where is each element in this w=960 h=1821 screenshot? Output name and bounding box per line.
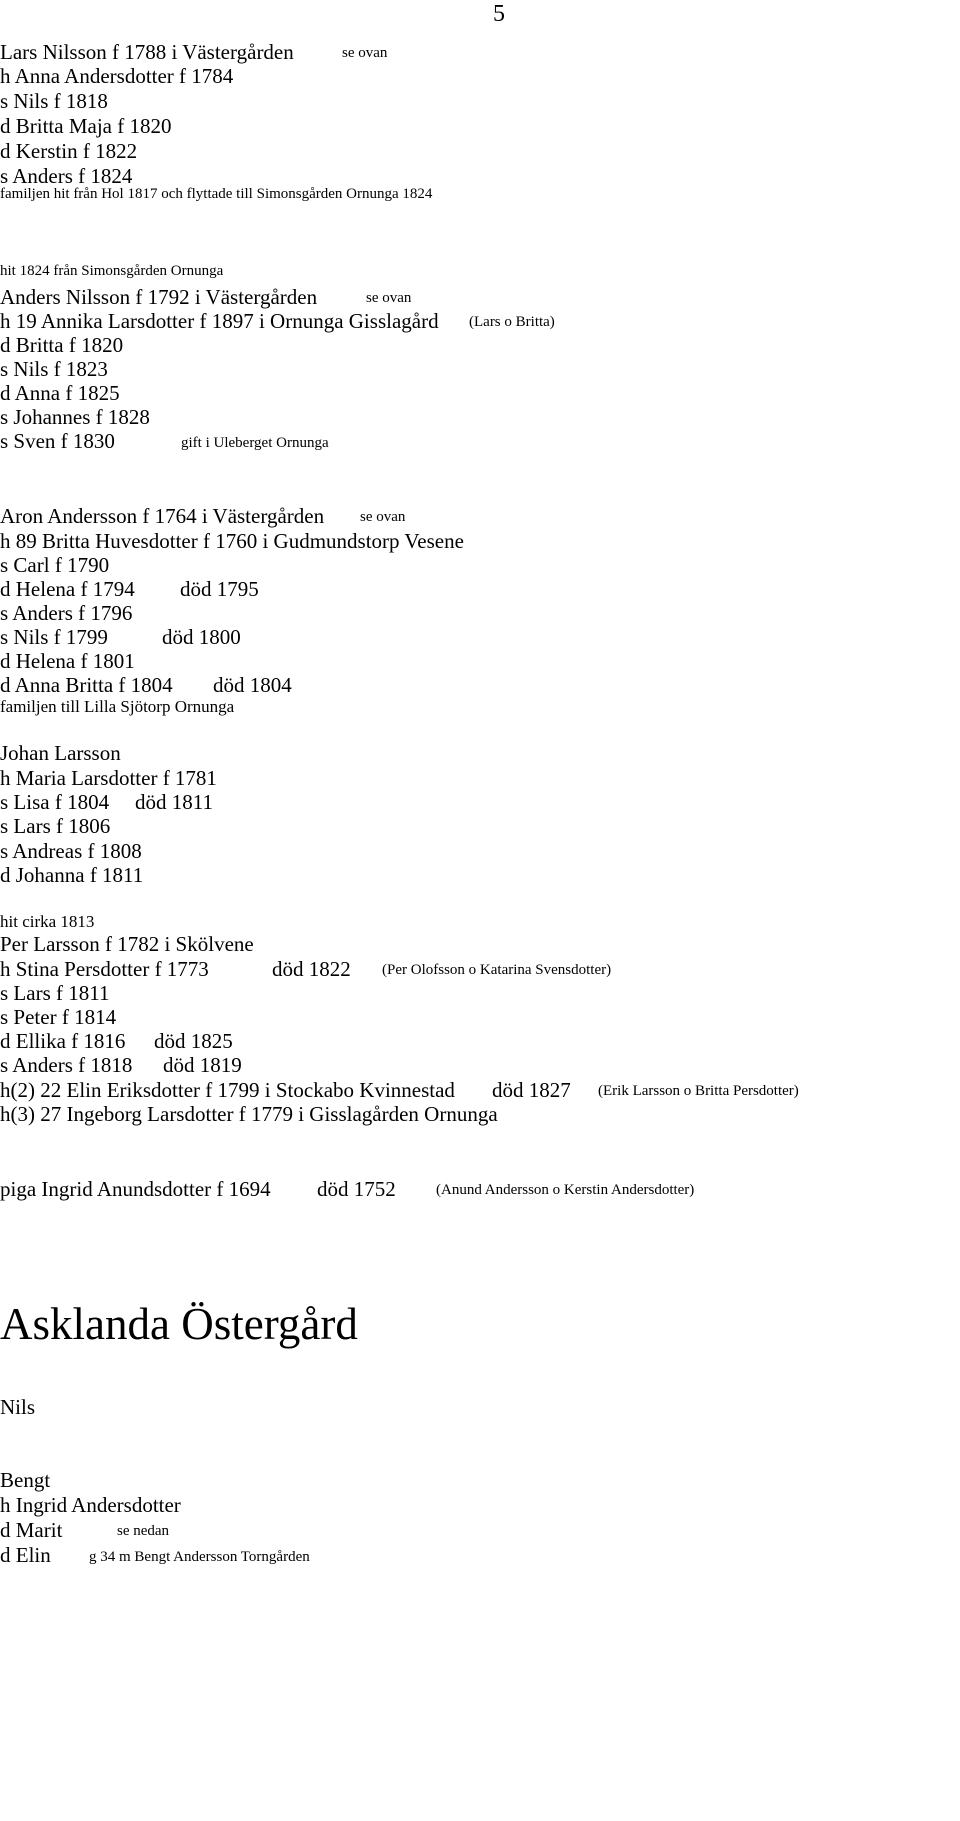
- family-note: familjen till Lilla Sjötorp Ornunga: [0, 697, 235, 716]
- death-year: död 1804: [213, 673, 292, 697]
- family-head-name: Johan Larsson: [0, 741, 121, 765]
- child-name: s Nils f 1799: [0, 625, 108, 649]
- maid-parents: (Anund Andersson o Kerstin Andersdotter): [436, 1182, 695, 1198]
- child-name: d Anna Britta f 1804: [0, 673, 173, 697]
- death-year: död 1819: [163, 1053, 242, 1077]
- family-head-name: Bengt: [0, 1468, 51, 1492]
- child-line: d Johanna f 1811: [0, 863, 144, 887]
- death-year: död 1800: [162, 625, 241, 649]
- wife-parents: (Per Olofsson o Katarina Svensdotter): [382, 962, 612, 978]
- child-line: d Kerstin f 1822: [0, 139, 138, 163]
- maid-name: piga Ingrid Anundsdotter f 1694: [0, 1177, 271, 1201]
- family-head-name: Aron Andersson f 1764 i Västergården: [0, 504, 325, 528]
- child-line: s Anders f 1824: [0, 164, 133, 188]
- child-name: d Marit: [0, 1518, 63, 1542]
- family-head-name: Anders Nilsson f 1792 i Västergården: [0, 285, 318, 309]
- wife-line: h Ingrid Andersdotter: [0, 1493, 181, 1517]
- arrival-note: hit 1824 från Simonsgården Ornunga: [0, 263, 224, 279]
- child-line: d Britta f 1820: [0, 333, 124, 357]
- wife-line: h 89 Britta Huvesdotter f 1760 i Gudmundstorp Vesene: [0, 529, 464, 553]
- child-line: s Nils f 1823: [0, 357, 108, 381]
- death-year: död 1811: [135, 790, 213, 814]
- child-line: s Anders f 1796: [0, 601, 133, 625]
- death-year: död 1822: [272, 957, 351, 981]
- page-number: 5: [493, 1, 505, 27]
- marriage-note: gift i Uleberget Ornunga: [181, 435, 329, 451]
- farm-title: Asklanda Östergård: [0, 1299, 358, 1349]
- death-year: död 1752: [317, 1177, 396, 1201]
- child-name: d Helena f 1794: [0, 577, 135, 601]
- child-line: s Peter f 1814: [0, 1005, 117, 1029]
- child-line: s Carl f 1790: [0, 553, 110, 577]
- child-name: s Sven f 1830: [0, 429, 115, 453]
- family-head-name: Per Larsson f 1782 i Skölvene: [0, 932, 254, 956]
- see-below-note: se nedan: [117, 1523, 170, 1539]
- child-line: d Helena f 1801: [0, 649, 135, 673]
- death-year: död 1827: [492, 1078, 571, 1102]
- wife-name: h 19 Annika Larsdotter f 1897 i Ornunga Gisslagård: [0, 309, 439, 333]
- family-note: familjen hit från Hol 1817 och flyttade till Simonsgården Ornunga 1824: [0, 186, 433, 202]
- child-line: s Lars f 1811: [0, 981, 110, 1005]
- child-name: d Ellika f 1816: [0, 1029, 126, 1053]
- wife-name: h(2) 22 Elin Eriksdotter f 1799 i Stockabo Kvinnestad: [0, 1078, 455, 1102]
- child-line: s Nils f 1818: [0, 89, 108, 113]
- wife-line: h(3) 27 Ingeborg Larsdotter f 1779 i Gisslagården Ornunga: [0, 1102, 498, 1126]
- death-year: död 1795: [180, 577, 259, 601]
- wife-name: h Stina Persdotter f 1773: [0, 957, 209, 981]
- child-name: s Lisa f 1804: [0, 790, 110, 814]
- wife-parents: (Erik Larsson o Britta Persdotter): [598, 1083, 799, 1099]
- see-above-note: se ovan: [342, 45, 388, 61]
- child-name: d Elin: [0, 1543, 51, 1567]
- wife-line: h Anna Andersdotter f 1784: [0, 64, 234, 88]
- wife-parents: (Lars o Britta): [469, 314, 555, 330]
- child-line: s Lars f 1806: [0, 814, 111, 838]
- child-line: s Johannes f 1828: [0, 405, 150, 429]
- see-above-note: se ovan: [366, 290, 412, 306]
- child-line: s Andreas f 1808: [0, 839, 142, 863]
- child-line: d Anna f 1825: [0, 381, 120, 405]
- wife-line: h Maria Larsdotter f 1781: [0, 766, 217, 790]
- child-name: s Anders f 1818: [0, 1053, 133, 1077]
- person-name: Nils: [0, 1395, 36, 1419]
- see-above-note: se ovan: [360, 509, 406, 525]
- marriage-note: g 34 m Bengt Andersson Torngården: [89, 1549, 310, 1565]
- child-line: d Britta Maja f 1820: [0, 114, 172, 138]
- family-head-name: Lars Nilsson f 1788 i Västergården: [0, 40, 294, 64]
- arrival-note: hit cirka 1813: [0, 912, 95, 931]
- death-year: död 1825: [154, 1029, 233, 1053]
